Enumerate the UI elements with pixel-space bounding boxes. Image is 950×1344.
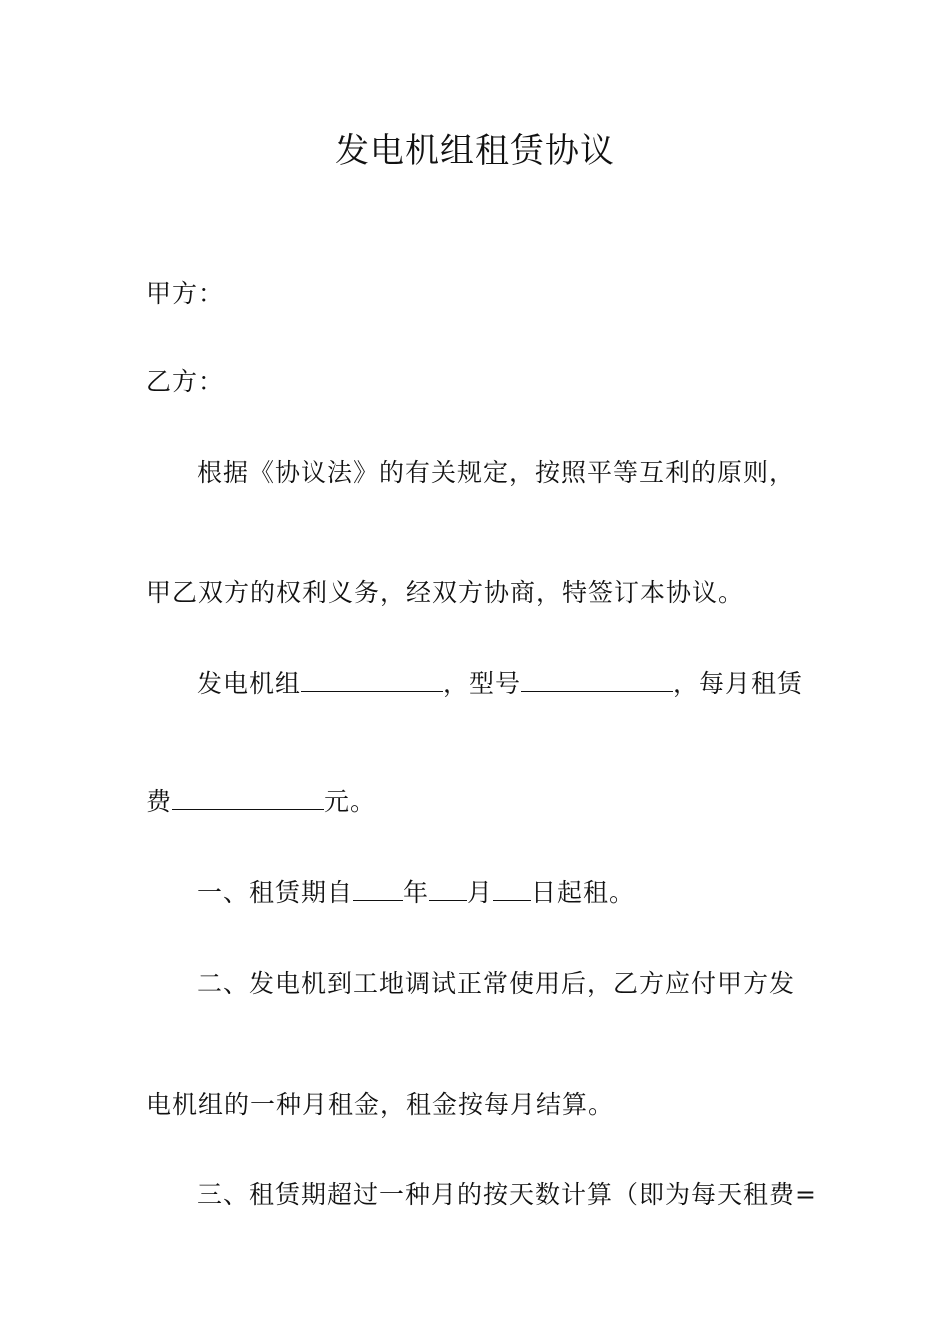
day-suffix: 日起租。 bbox=[531, 878, 636, 907]
currency-suffix: 元。 bbox=[324, 787, 377, 816]
fee-label: 费 bbox=[146, 787, 173, 816]
year-blank[interactable] bbox=[353, 876, 403, 901]
party-b-label: 乙方： bbox=[146, 367, 225, 396]
generator-label: 发电机组 bbox=[197, 669, 302, 698]
clause-1 bbox=[197, 875, 635, 911]
fee-blank[interactable] bbox=[172, 785, 324, 810]
clause-2-line-1: 二、发电机到工地调试正常使用后，乙方应付甲方发 bbox=[197, 969, 796, 998]
intro-paragraph-line-2: 甲乙双方的权利义务，经双方协商，特签订本协议。 bbox=[146, 578, 745, 607]
clause-1-prefix: 一、租赁期自 bbox=[197, 878, 354, 907]
generator-blank[interactable] bbox=[301, 667, 443, 692]
intro-paragraph-line-1: 根据《协议法》的有关规定，按照平等互利的原则， bbox=[197, 458, 796, 487]
month-label: 月 bbox=[467, 878, 494, 907]
year-label: 年 bbox=[403, 878, 430, 907]
model-blank[interactable] bbox=[521, 667, 673, 692]
clause-2-line-2: 电机组的一种月租金，租金按每月结算。 bbox=[146, 1090, 615, 1119]
generator-line bbox=[197, 666, 803, 702]
document-title: 发电机组租赁协议 bbox=[335, 131, 615, 171]
day-blank[interactable] bbox=[493, 876, 531, 901]
fee-line bbox=[146, 784, 376, 820]
monthly-fee-label: ，每月租赁 bbox=[673, 669, 804, 698]
model-label: ，型号 bbox=[443, 669, 522, 698]
clause-3-line-1: 三、租赁期超过一种月的按天数计算（即为每天租费= bbox=[197, 1180, 817, 1209]
month-blank[interactable] bbox=[429, 876, 467, 901]
party-a-label: 甲方： bbox=[146, 279, 225, 308]
